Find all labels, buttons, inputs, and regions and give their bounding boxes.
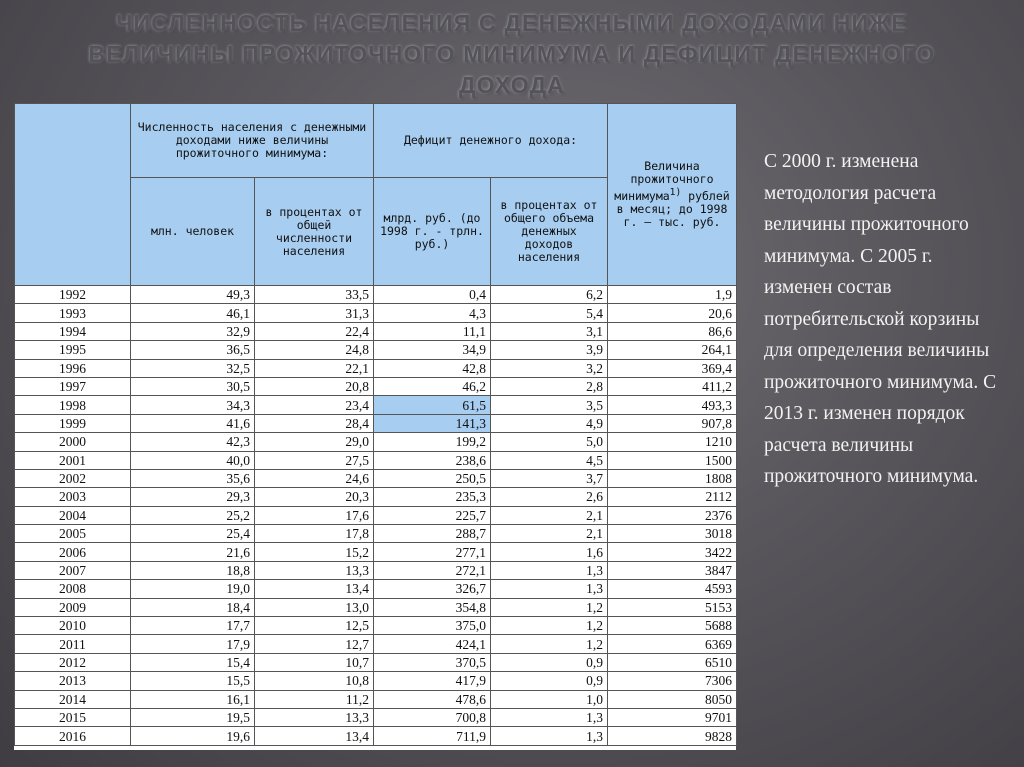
table-row — [15, 580, 737, 598]
subsistence-cell: 3018 — [608, 525, 737, 543]
year-cell: 2003 — [15, 488, 131, 506]
pct-population-cell: 11,2 — [255, 690, 374, 708]
year-cell: 2006 — [15, 543, 131, 561]
pct-income-cell: 1,3 — [491, 561, 608, 579]
table-row — [15, 451, 737, 469]
mln-people-cell: 36,5 — [131, 341, 255, 359]
pct-population-cell: 22,1 — [255, 359, 374, 377]
pct-income-cell: 3,7 — [491, 469, 608, 487]
header-subsistence — [608, 104, 737, 286]
pct-income-cell: 4,5 — [491, 451, 608, 469]
mln-people-cell: 25,2 — [131, 506, 255, 524]
deficit-bln-cell: 141,3 — [374, 414, 491, 432]
subsistence-cell: 9828 — [608, 727, 737, 745]
header-subsistence-label: Величина прожиточного минимума — [614, 159, 714, 203]
year-cell: 2015 — [15, 708, 131, 726]
pct-population-cell: 28,4 — [255, 414, 374, 432]
subsistence-cell: 86,6 — [608, 322, 737, 340]
pct-population-cell: 17,6 — [255, 506, 374, 524]
pct-population-cell: 27,5 — [255, 451, 374, 469]
pct-population-cell: 22,4 — [255, 322, 374, 340]
mln-people-cell: 34,3 — [131, 396, 255, 414]
pct-income-cell: 1,2 — [491, 598, 608, 616]
table-row — [15, 543, 737, 561]
pct-income-cell: 4,9 — [491, 414, 608, 432]
table-row — [15, 727, 737, 745]
table-row — [15, 414, 737, 432]
deficit-bln-cell: 225,7 — [374, 506, 491, 524]
subsistence-cell: 493,3 — [608, 396, 737, 414]
pct-income-cell: 1,3 — [491, 727, 608, 745]
subsistence-cell: 6369 — [608, 635, 737, 653]
deficit-bln-cell: 250,5 — [374, 469, 491, 487]
pct-population-cell: 15,2 — [255, 543, 374, 561]
year-cell: 2016 — [15, 727, 131, 745]
table-row — [15, 286, 737, 304]
pct-income-cell: 1,0 — [491, 690, 608, 708]
deficit-bln-cell: 46,2 — [374, 377, 491, 395]
header-group-population: Численность населения с денежными доходами ниже величины прожиточного минимума: — [131, 104, 374, 178]
mln-people-cell: 42,3 — [131, 433, 255, 451]
year-cell: 1992 — [15, 286, 131, 304]
table-row — [15, 598, 737, 616]
header-deficit-bln: млрд. руб. (до 1998 г. - трлн. руб.) — [374, 178, 491, 286]
deficit-bln-cell: 4,3 — [374, 304, 491, 322]
mln-people-cell: 16,1 — [131, 690, 255, 708]
table-row — [15, 561, 737, 579]
table-row — [15, 690, 737, 708]
year-cell: 1993 — [15, 304, 131, 322]
pct-population-cell: 24,6 — [255, 469, 374, 487]
deficit-bln-cell: 0,4 — [374, 286, 491, 304]
pct-income-cell: 3,9 — [491, 341, 608, 359]
mln-people-cell: 29,3 — [131, 488, 255, 506]
deficit-bln-cell: 700,8 — [374, 708, 491, 726]
pct-population-cell: 13,4 — [255, 580, 374, 598]
table-row — [15, 506, 737, 524]
deficit-bln-cell: 424,1 — [374, 635, 491, 653]
pct-income-cell: 5,4 — [491, 304, 608, 322]
header-subsistence-footnote: 1) — [669, 187, 682, 199]
subsistence-cell: 3847 — [608, 561, 737, 579]
pct-income-cell: 2,8 — [491, 377, 608, 395]
pct-population-cell: 29,0 — [255, 433, 374, 451]
pct-income-cell: 1,3 — [491, 708, 608, 726]
header-mln-people: млн. человек — [131, 178, 255, 286]
pct-population-cell: 10,8 — [255, 672, 374, 690]
pct-income-cell: 1,2 — [491, 617, 608, 635]
table-row — [15, 433, 737, 451]
subsistence-cell: 7306 — [608, 672, 737, 690]
mln-people-cell: 17,7 — [131, 617, 255, 635]
year-cell: 2005 — [15, 525, 131, 543]
subsistence-cell: 2376 — [608, 506, 737, 524]
table-row — [15, 617, 737, 635]
pct-population-cell: 12,7 — [255, 635, 374, 653]
mln-people-cell: 18,4 — [131, 598, 255, 616]
year-cell: 2013 — [15, 672, 131, 690]
year-cell: 2001 — [15, 451, 131, 469]
pct-income-cell: 2,6 — [491, 488, 608, 506]
pct-income-cell: 2,1 — [491, 525, 608, 543]
mln-people-cell: 32,5 — [131, 359, 255, 377]
mln-people-cell: 18,8 — [131, 561, 255, 579]
deficit-bln-cell: 288,7 — [374, 525, 491, 543]
pct-income-cell: 3,2 — [491, 359, 608, 377]
pct-income-cell: 3,1 — [491, 322, 608, 340]
table-body — [15, 286, 737, 746]
pct-income-cell: 0,9 — [491, 653, 608, 671]
year-cell: 2009 — [15, 598, 131, 616]
table-row — [15, 377, 737, 395]
deficit-bln-cell: 370,5 — [374, 653, 491, 671]
poverty-table — [14, 103, 737, 746]
subsistence-cell: 1808 — [608, 469, 737, 487]
deficit-bln-cell: 34,9 — [374, 341, 491, 359]
table-row — [15, 488, 737, 506]
title-line-1: ЧИСЛЕННОСТЬ НАСЕЛЕНИЯ С ДЕНЕЖНЫМИ ДОХОДАМИ НИЖЕ — [116, 10, 908, 36]
deficit-bln-cell: 61,5 — [374, 396, 491, 414]
year-cell: 1998 — [15, 396, 131, 414]
subsistence-cell: 1500 — [608, 451, 737, 469]
subsistence-cell: 20,6 — [608, 304, 737, 322]
title-line-3: ДОХОДА — [459, 72, 565, 98]
pct-population-cell: 33,5 — [255, 286, 374, 304]
pct-income-cell: 6,2 — [491, 286, 608, 304]
year-cell: 2000 — [15, 433, 131, 451]
deficit-bln-cell: 375,0 — [374, 617, 491, 635]
subsistence-cell: 6510 — [608, 653, 737, 671]
mln-people-cell: 15,4 — [131, 653, 255, 671]
pct-population-cell: 12,5 — [255, 617, 374, 635]
header-subsistence-unit: рублей в месяц; до 1998 г. – тыс. руб. — [616, 188, 730, 229]
deficit-bln-cell: 199,2 — [374, 433, 491, 451]
pct-income-cell: 1,2 — [491, 635, 608, 653]
methodology-note: С 2000 г. изменена методология расчета величины прожиточного минимума. С 2005 г. изменен состав потребительской корзины для определения величины прожиточного минимума. С 2013 г. изменен порядок расчета величины прожиточного минимума. — [764, 151, 997, 487]
table-row — [15, 469, 737, 487]
year-cell: 1997 — [15, 377, 131, 395]
title-line-2: ВЕЛИЧИНЫ ПРОЖИТОЧНОГО МИНИМУМА И ДЕФИЦИТ ДЕНЕЖНОГО — [88, 41, 936, 67]
table-row — [15, 672, 737, 690]
year-cell: 2008 — [15, 580, 131, 598]
poverty-table-image — [14, 103, 736, 750]
deficit-bln-cell: 326,7 — [374, 580, 491, 598]
pct-income-cell: 1,6 — [491, 543, 608, 561]
mln-people-cell: 15,5 — [131, 672, 255, 690]
year-cell: 2007 — [15, 561, 131, 579]
year-cell: 1999 — [15, 414, 131, 432]
table-row — [15, 359, 737, 377]
deficit-bln-cell: 42,8 — [374, 359, 491, 377]
pct-income-cell: 0,9 — [491, 672, 608, 690]
table-row — [15, 708, 737, 726]
mln-people-cell: 49,3 — [131, 286, 255, 304]
deficit-bln-cell: 235,3 — [374, 488, 491, 506]
table-row — [15, 653, 737, 671]
header-pct-income: в процентах от общего объема денежных доходов населения — [491, 178, 608, 286]
mln-people-cell: 17,9 — [131, 635, 255, 653]
deficit-bln-cell: 272,1 — [374, 561, 491, 579]
pct-population-cell: 24,8 — [255, 341, 374, 359]
year-cell: 2011 — [15, 635, 131, 653]
pct-population-cell: 20,8 — [255, 377, 374, 395]
mln-people-cell: 35,6 — [131, 469, 255, 487]
subsistence-cell: 5153 — [608, 598, 737, 616]
slide-title — [40, 8, 984, 101]
deficit-bln-cell: 478,6 — [374, 690, 491, 708]
subsistence-cell: 2112 — [608, 488, 737, 506]
subsistence-cell: 1210 — [608, 433, 737, 451]
deficit-bln-cell: 277,1 — [374, 543, 491, 561]
subsistence-cell: 369,4 — [608, 359, 737, 377]
deficit-bln-cell: 238,6 — [374, 451, 491, 469]
deficit-bln-cell: 711,9 — [374, 727, 491, 745]
year-cell: 2014 — [15, 690, 131, 708]
pct-population-cell: 20,3 — [255, 488, 374, 506]
mln-people-cell: 19,0 — [131, 580, 255, 598]
subsistence-cell: 8050 — [608, 690, 737, 708]
header-group-deficit: Дефицит денежного дохода: — [374, 104, 608, 178]
mln-people-cell: 46,1 — [131, 304, 255, 322]
header-year-blank — [15, 104, 131, 286]
year-cell: 2010 — [15, 617, 131, 635]
subsistence-cell: 3422 — [608, 543, 737, 561]
table-row — [15, 304, 737, 322]
subsistence-cell: 5688 — [608, 617, 737, 635]
table-row — [15, 635, 737, 653]
mln-people-cell: 41,6 — [131, 414, 255, 432]
pct-population-cell: 13,3 — [255, 561, 374, 579]
subsistence-cell: 9701 — [608, 708, 737, 726]
table-row — [15, 341, 737, 359]
year-cell: 2012 — [15, 653, 131, 671]
mln-people-cell: 40,0 — [131, 451, 255, 469]
pct-income-cell: 1,3 — [491, 580, 608, 598]
pct-population-cell: 10,7 — [255, 653, 374, 671]
year-cell: 2002 — [15, 469, 131, 487]
subsistence-cell: 411,2 — [608, 377, 737, 395]
deficit-bln-cell: 417,9 — [374, 672, 491, 690]
pct-population-cell: 13,4 — [255, 727, 374, 745]
subsistence-cell: 4593 — [608, 580, 737, 598]
subsistence-cell: 907,8 — [608, 414, 737, 432]
pct-income-cell: 2,1 — [491, 506, 608, 524]
pct-population-cell: 13,3 — [255, 708, 374, 726]
subsistence-cell: 1,9 — [608, 286, 737, 304]
pct-population-cell: 13,0 — [255, 598, 374, 616]
pct-population-cell: 31,3 — [255, 304, 374, 322]
deficit-bln-cell: 354,8 — [374, 598, 491, 616]
deficit-bln-cell: 11,1 — [374, 322, 491, 340]
table-row — [15, 396, 737, 414]
pct-population-cell: 17,8 — [255, 525, 374, 543]
table-row — [15, 322, 737, 340]
pct-population-cell: 23,4 — [255, 396, 374, 414]
pct-income-cell: 3,5 — [491, 396, 608, 414]
mln-people-cell: 30,5 — [131, 377, 255, 395]
subsistence-cell: 264,1 — [608, 341, 737, 359]
mln-people-cell: 19,5 — [131, 708, 255, 726]
year-cell: 1994 — [15, 322, 131, 340]
year-cell: 2004 — [15, 506, 131, 524]
mln-people-cell: 25,4 — [131, 525, 255, 543]
table-row — [15, 525, 737, 543]
header-pct-population: в процентах от общей численности населения — [255, 178, 374, 286]
mln-people-cell: 19,6 — [131, 727, 255, 745]
mln-people-cell: 32,9 — [131, 322, 255, 340]
year-cell: 1995 — [15, 341, 131, 359]
mln-people-cell: 21,6 — [131, 543, 255, 561]
year-cell: 1996 — [15, 359, 131, 377]
pct-income-cell: 5,0 — [491, 433, 608, 451]
